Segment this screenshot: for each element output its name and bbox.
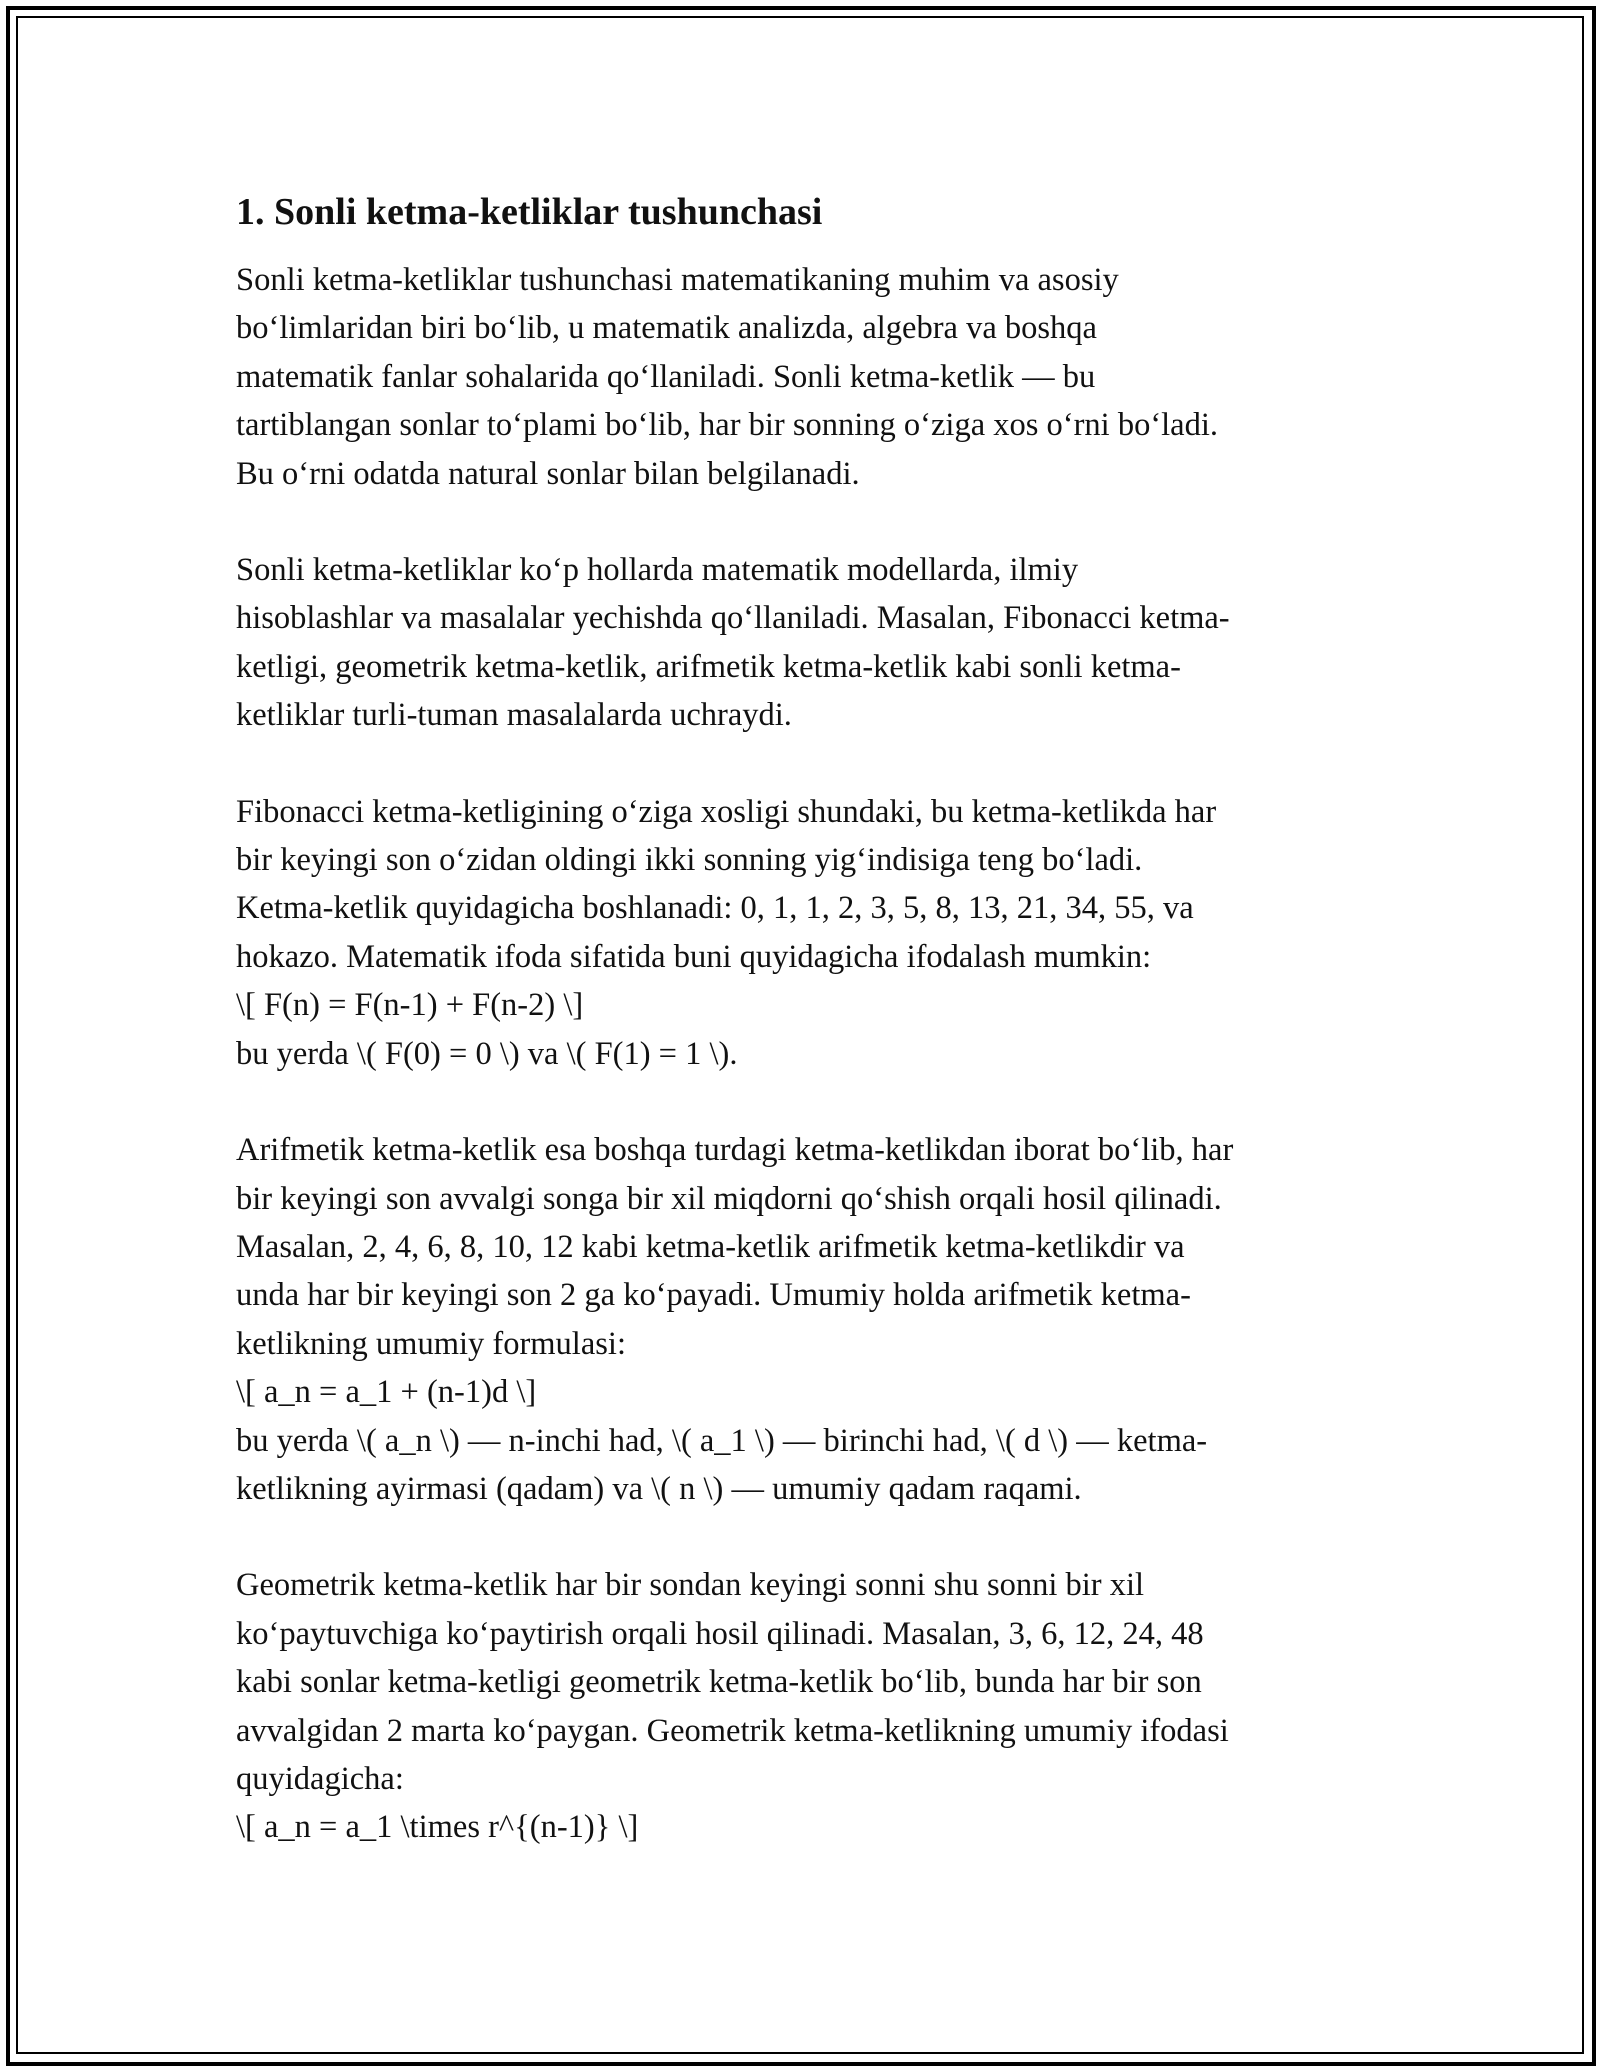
text-line: tartiblangan sonlar to‘plami bo‘lib, har bir sonning o‘ziga xos o‘rni bo‘ladi. (236, 407, 1218, 444)
text-line: bu yerda \( F(0) = 0 \) va \( F(1) = 1 \). (236, 1035, 738, 1072)
paragraph (236, 1561, 1366, 1851)
text-line: Masalan, 2, 4, 6, 8, 10, 12 kabi ketma-ketlik arifmetik ketma-ketlikdir va (236, 1228, 1185, 1265)
text-line: ketliklar turli-tuman masalalarda uchraydi. (236, 697, 792, 734)
text-line: Geometrik ketma-ketlik har bir sondan keyingi sonni shu sonni bir xil (236, 1567, 1145, 1604)
text-line: quyidagicha: (236, 1760, 404, 1797)
paragraph (236, 788, 1366, 1078)
text-line: Sonli ketma-ketliklar ko‘p hollarda matematik modellarda, ilmiy (236, 552, 1079, 589)
text-line: Ketma-ketlik quyidagicha boshlanadi: 0, 1, 1, 2, 3, 5, 8, 13, 21, 34, 55, va (236, 890, 1194, 927)
text-line: ketlikning umumiy formulasi: (236, 1325, 626, 1362)
text-line: matematik fanlar sohalarida qo‘llaniladi. Sonli ketma-ketlik — bu (236, 358, 1096, 395)
text-line: Bu o‘rni odatda natural sonlar bilan belgilanadi. (236, 455, 860, 492)
text-line: \[ a_n = a_1 \times r^{(n-1)} \] (236, 1809, 639, 1846)
text-line: bu yerda \( a_n \) — n-inchi had, \( a_1 \) — birinchi had, \( d \) — ketma- (236, 1422, 1208, 1459)
text-line: Fibonacci ketma-ketligining o‘ziga xosligi shundaki, bu ketma-ketlikda har (236, 793, 1217, 830)
text-line: \[ a_n = a_1 + (n-1)d \] (236, 1374, 537, 1411)
text-line: bo‘limlaridan biri bo‘lib, u matematik analizda, algebra va boshqa (236, 310, 1097, 347)
section-heading: 1. Sonli ketma-ketliklar tushunchasi (236, 191, 823, 233)
text-line: bir keyingi son avvalgi songa bir xil miqdorni qo‘shish orqali hosil qilinadi. (236, 1180, 1222, 1217)
text-line: ketligi, geometrik ketma-ketlik, arifmetik ketma-ketlik kabi sonli ketma- (236, 648, 1181, 685)
paragraph (236, 546, 1366, 740)
text-line: \[ F(n) = F(n-1) + F(n-2) \] (236, 987, 584, 1024)
text-line: hisoblashlar va masalalar yechishda qo‘llaniladi. Masalan, Fibonacci ketma- (236, 600, 1230, 637)
document-page (236, 188, 1366, 1900)
paragraph (236, 256, 1366, 498)
document-body (236, 256, 1366, 1852)
text-line: ketlikning ayirmasi (qadam) va \( n \) — umumiy qadam raqami. (236, 1470, 1082, 1507)
text-line: hokazo. Matematik ifoda sifatida buni quyidagicha ifodalash mumkin: (236, 938, 1152, 975)
text-line: kabi sonlar ketma-ketligi geometrik ketma-ketlik bo‘lib, bunda har bir son (236, 1664, 1202, 1701)
text-line: unda har bir keyingi son 2 ga ko‘payadi. Umumiy holda arifmetik ketma- (236, 1277, 1191, 1314)
text-line: Arifmetik ketma-ketlik esa boshqa turdagi ketma-ketlikdan iborat bo‘lib, har (236, 1132, 1234, 1169)
text-line: avvalgidan 2 marta ko‘paygan. Geometrik ketma-ketlikning umumiy ifodasi (236, 1712, 1229, 1749)
paragraph (236, 1126, 1366, 1513)
text-line: Sonli ketma-ketliklar tushunchasi matematikaning muhim va asosiy (236, 262, 1119, 298)
text-line: bir keyingi son o‘zidan oldingi ikki sonning yig‘indisiga teng bo‘ladi. (236, 842, 1143, 879)
text-line: ko‘paytuvchiga ko‘paytirish orqali hosil qilinadi. Masalan, 3, 6, 12, 24, 48 (236, 1615, 1204, 1652)
